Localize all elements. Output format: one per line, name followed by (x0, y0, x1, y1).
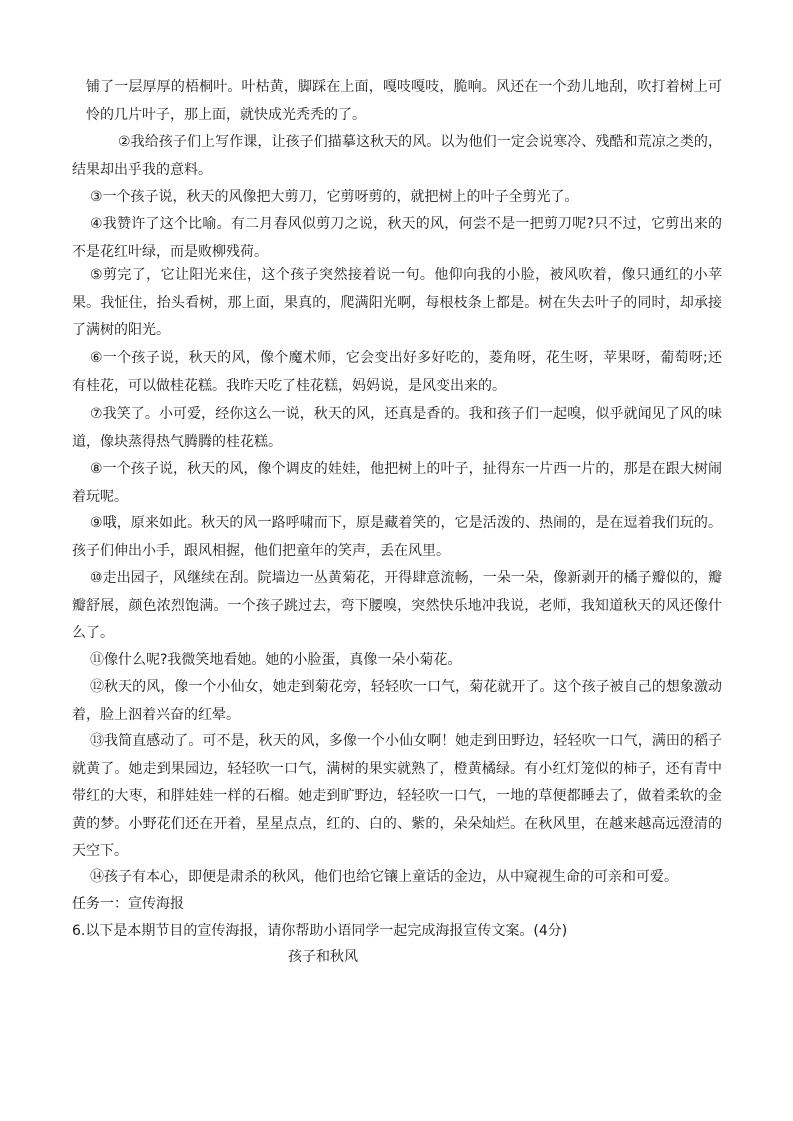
paragraph-10: ⑩走出园子，风继续在刮。院墙边一丛黄菊花，开得肆意流畅，一朵一朵，像新剥开的橘子瓣似的，瓣瓣舒展，颜色浓烈饱满。一个孩子跳过去，弯下腰嗅，突然快乐地冲我说，老师，我知道秋天的风还像什么了。 (72, 570, 722, 642)
paragraph-3: ③一个孩子说，秋天的风像把大剪刀，它剪呀剪的，就把树上的叶子全剪光了。 (90, 189, 579, 205)
paragraph-4: ④我赞许了这个比喻。有二月春风似剪刀之说，秋天的风，何尝不是一把剪刀呢?只不过，它剪出来的不是花红叶绿，而是败柳残荷。 (72, 216, 722, 260)
paragraph-1-continued: 铺了一层厚厚的梧桐叶。叶枯黄，脚踩在上面，嘎吱嘎吱，脆响。风还在一个劲儿地刮，吹打着树上可怜的几片叶子，那上面，就快成光秃秃的了。 (86, 79, 722, 123)
paragraph-8: ⑧一个孩子说，秋天的风，像个调皮的娃娃，他把树上的叶子，扯得东一片西一片的，那是在跟大树闹着玩呢。 (72, 461, 722, 505)
poster-title: 孩子和秋风 (288, 949, 358, 965)
task-heading: 任务一：宣传海报 (72, 896, 184, 912)
question-6: 6.以下是本期节目的宣传海报，请你帮助小语同学一起完成海报宣传文案。(4分) (72, 923, 568, 939)
paragraph-11: ⑪像什么呢?我微笑地看她。她的小脸蛋，真像一朵小菊花。 (90, 652, 462, 668)
paragraph-12: ⑫秋天的风，像一个小仙女，她走到菊花旁，轻轻吹一口气，菊花就开了。这个孩子被自己的想象激动着，脸上泅着兴奋的红晕。 (72, 679, 722, 723)
paragraph-5: ⑤剪完了，它让阳光来住，这个孩子突然接着说一句。他仰向我的小脸，被风吹着，像只通红的小苹果。我怔住，抬头看树，那上面，果真的，爬满阳光啊，每根枝条上都是。树在失去叶子的同时，却承接了满树的阳光。 (72, 267, 722, 339)
paragraph-2: ②我给孩子们上写作课，让孩子们描摹这秋天的风。以为他们一定会说寒冷、残酷和荒凉之类的，结果却出乎我的意料。 (72, 134, 722, 178)
paragraph-6: ⑥一个孩子说，秋天的风，像个魔术师，它会变出好多好吃的，菱角呀，花生呀，苹果呀，葡萄呀;还有桂花，可以做桂花糕。我昨天吃了桂花糕，妈妈说，是风变出来的。 (72, 350, 722, 394)
paragraph-13: ⑬我简直感动了。可不是，秋天的风，多像一个小仙女啊！她走到田野边，轻轻吹一口气，满田的稻子就黄了。她走到果园边，轻轻吹一口气，满树的果实就熟了，橙黄橘绿。有小红灯笼似的柿子，还有青中带红的大枣，和胖娃娃一样的石榴。她走到旷野边，轻轻吹一口气，一地的草便都睡去了，做着柔软的金黄的梦。小野花们还在开着，星星点点，红的、白的、紫的，朵朵灿烂。在秋风里，在越来越高远澄清的天空下。 (72, 733, 722, 860)
paragraph-9: ⑨哦，原来如此。秋天的风一路呼啸而下，原是藏着笑的，它是活泼的、热闹的，是在逗着我们玩的。孩子们伸出小手，跟风相握，他们把童年的笑声，丢在风里。 (72, 515, 722, 559)
paragraph-7: ⑦我笑了。小可爱，经你这么一说，秋天的风，还真是香的。我和孩子们一起嗅，似乎就闻见了风的味道，像块蒸得热气腾腾的桂花糕。 (72, 406, 722, 450)
paragraph-14: ⑭孩子有本心，即便是肃杀的秋风，他们也给它镶上童话的金边，从中窥视生命的可亲和可爱。 (90, 869, 678, 885)
